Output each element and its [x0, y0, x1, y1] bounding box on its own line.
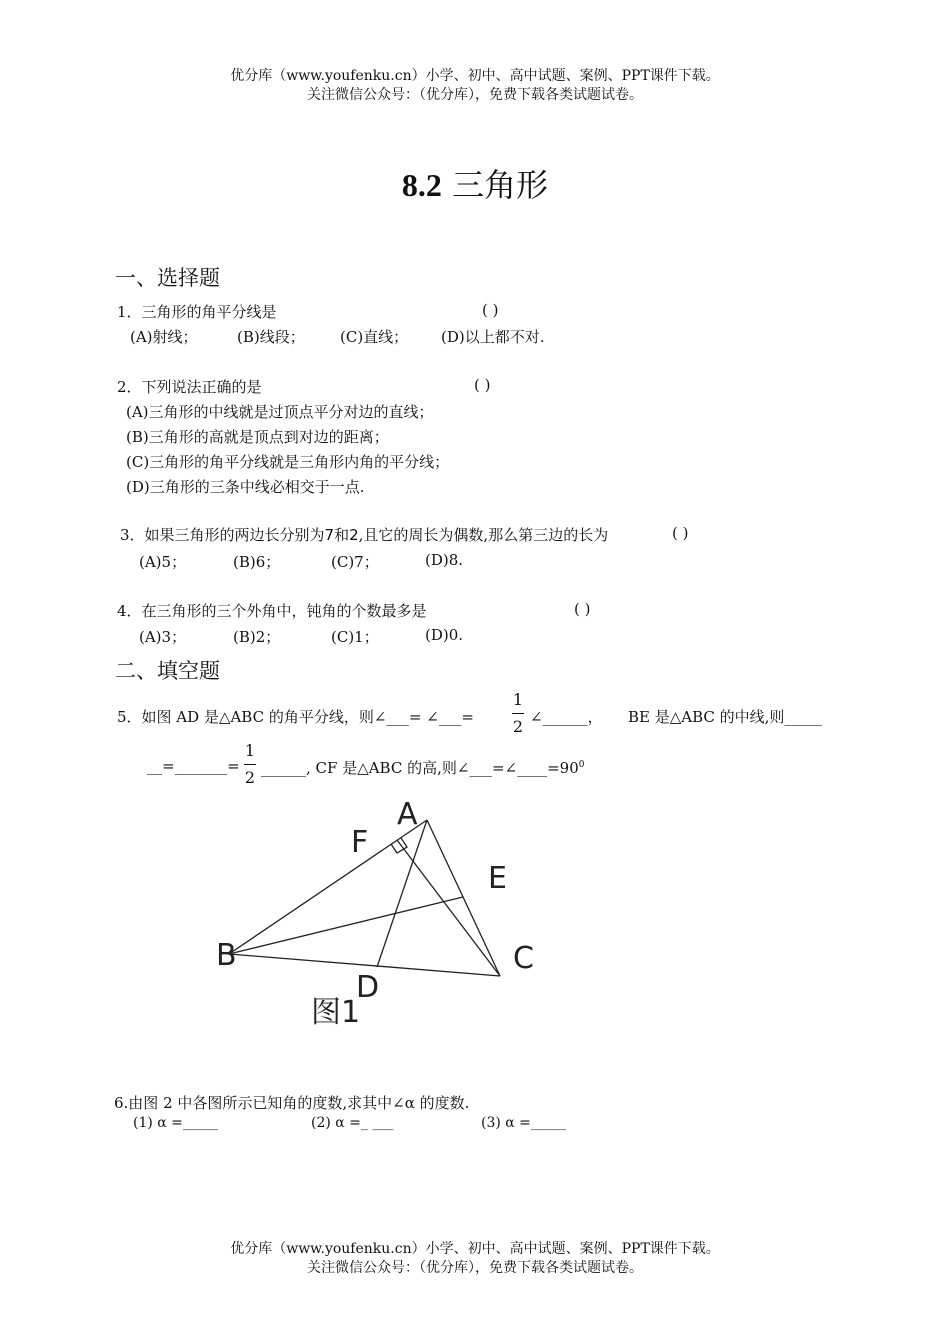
q3-option-b: (B)6； [233, 553, 281, 571]
altitude-cf [397, 840, 500, 976]
q2-option-d: (D)三角形的三条中线必相交于一点. [126, 478, 365, 496]
q2-answer-paren: ( ) [474, 376, 491, 394]
q3-option-c: (C)7； [331, 553, 379, 571]
q3-answer-paren: ( ) [672, 524, 689, 542]
q6-blank-2: (2) α =_ ___ [311, 1115, 394, 1131]
q3-num-1: 7 [324, 526, 335, 544]
q3-stem-a: 3．如果三角形的两边长分别为 [120, 526, 325, 544]
q5-line-2a: __=_______= [147, 757, 240, 775]
label-c: C [513, 941, 534, 976]
title-number: 8.2 [401, 167, 442, 203]
q2-option-a: (A)三角形的中线就是过顶点平分对边的直线； [126, 403, 434, 421]
q3-stem [120, 524, 608, 545]
label-e: E [488, 861, 507, 896]
q5-part-1: 5．如图 AD 是△ABC 的角平分线，则∠___= ∠___= [117, 708, 474, 726]
q5-frac-1-bar [512, 713, 524, 714]
section-heading-fill: 二、填空题 [115, 659, 220, 683]
q2-option-c: (C)三角形的角平分线就是三角形内角的平分线； [126, 453, 450, 471]
header-line-2: 关注微信公众号：（优分库），免费下载各类试题试卷。 [307, 87, 643, 103]
q3-option-d: (D)8. [425, 551, 464, 569]
side-ac [427, 820, 500, 976]
q4-option-d: (D)0. [425, 626, 464, 644]
page-title [0, 160, 950, 206]
q1-option-d: (D)以上都不对. [441, 328, 545, 346]
q1-option-a: (A)射线； [130, 328, 198, 346]
footer-line-1: 优分库（www.youfenku.cn）小学、初中、高中试题、案例、PPT课件下载。 [230, 1241, 720, 1257]
q5-frac-1-denominator: 2 [512, 717, 524, 736]
figure-1-caption: 图1 [311, 995, 361, 1030]
q4-option-b: (B)2； [233, 628, 281, 646]
q1-option-b: (B)线段； [237, 328, 305, 346]
q4-option-c: (C)1； [331, 628, 379, 646]
q3-num-2: 2 [349, 526, 359, 544]
q3-stem-b: ,且它的周长为偶数,那么第三边的长为 [358, 526, 609, 544]
q1-option-c: (C)直线； [340, 328, 409, 346]
label-d: D [356, 970, 380, 1005]
q4-option-a: (A)3； [139, 628, 187, 646]
bisector-ad [377, 820, 427, 967]
q6-stem: 6.由图 2 中各图所示已知角的度数,求其中∠α 的度数. [114, 1094, 470, 1112]
q5-part-2: ∠______， [530, 708, 603, 726]
section-heading-choice: 一、选择题 [115, 266, 220, 290]
q3-option-a: (A)5； [139, 553, 187, 571]
q2-stem: 2．下列说法正确的是 [117, 378, 262, 396]
title-text: 三角形 [452, 166, 549, 204]
label-b: B [216, 938, 237, 973]
label-f: F [351, 825, 369, 860]
q1-answer-paren: ( ) [482, 301, 499, 319]
q4-stem: 4．在三角形的三个外角中，钝角的个数最多是 [117, 602, 427, 620]
q6-blank-1: (1) α =_____ [133, 1115, 218, 1131]
label-a: A [397, 797, 418, 832]
q5-line-2b [261, 757, 584, 778]
q4-answer-paren: ( ) [574, 600, 591, 618]
q6-blank-3: (3) α =_____ [481, 1115, 566, 1131]
figure-1-triangle [200, 790, 560, 1040]
header-line-1: 优分库（www.youfenku.cn）小学、初中、高中试题、案例、PPT课件下载。 [230, 68, 720, 84]
q1-stem: 1．三角形的角平分线是 [117, 303, 277, 321]
q5-frac-2-bar [244, 764, 256, 765]
q5-line-2b-text: ______, CF 是△ABC 的高,则∠___=∠____=90 [261, 759, 579, 777]
q5-degree-sup: 0 [578, 760, 585, 770]
q2-option-b: (B)三角形的高就是顶点到对边的距离； [126, 428, 389, 446]
q5-frac-1-numerator: 1 [512, 690, 524, 709]
median-be [229, 897, 463, 954]
q5-frac-2-numerator: 1 [244, 741, 256, 760]
q5-part-3: BE 是△ABC 的中线,则_____ [628, 708, 822, 726]
footer-line-2: 关注微信公众号：（优分库），免费下载各类试题试卷。 [307, 1260, 643, 1276]
q5-frac-2-denominator: 2 [244, 768, 256, 787]
q3-mid: 和 [334, 526, 350, 544]
